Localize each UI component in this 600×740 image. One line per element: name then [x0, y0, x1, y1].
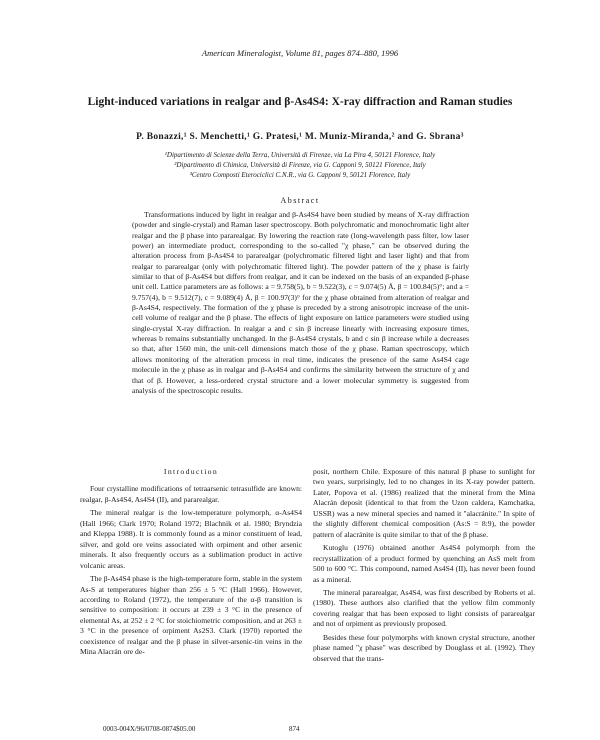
paragraph: The mineral realgar is the low-temperature polymorph, α-As4S4 (Hall 1966; Clark 1970; Roland 1972; Blachnik et al. 1980; Bryndzia and Kleppa 1988). It is commonly found as a minor constituent of lead, silver, and gold ore veins associated with orpiment and other arsenic minerals. It also frequently occurs as a sublimation product in active volcanic areas. [80, 508, 302, 570]
affiliations [80, 150, 520, 180]
paragraph: Kutoglu (1976) obtained another As4S4 polymorph from the recrystallization of a product formed by quenching an AsS melt from 500 to 600 °C. This compound, named As4S4 (II), has never been found as a mineral. [313, 543, 535, 584]
affiliation-3: ³Centro Composti Eterociclici C.N.R., via G. Capponi 9, 50121 Florence, Italy [189, 171, 411, 179]
paragraph: The β-As4S4 phase is the high-temperature form, stable in the system As-S at temperatures higher than 256 ± 5 °C (Hall 1966). However, according to Roland (1972), the temperature of the α-β transition is sensitive to composition: it occurs at 239 ± 3 °C in the presence of elemental As, at 252 ± 2 °C for stoichiometric composition, and at 263 ± 3 °C in the presence of orpiment As2S3. Clark (1970) reported the coexistence of realgar and the β phase in silver-arsenic-tin veins in the Mina Alacrán ore de- [80, 574, 303, 657]
paragraph: The mineral pararealgar, As4S4, was first described by Roberts et al. (1980). These authors also clarified that the yellow film commonly covering realgar that has been exposed to light consists of pararealgar and not of orpiment as previously proposed. [313, 587, 535, 629]
affiliation-2: ²Dipartimento di Chimica, Università di Firenze, via G. Capponi 9, 50121 Florence, Italy [174, 161, 426, 169]
introduction-heading: Introduction [163, 467, 219, 476]
affiliation-1: ¹Dipartimento di Scienze della Terra, Università di Firenze, via La Pira 4, 50121 Florence, Italy [164, 151, 436, 159]
paragraph: Four crystalline modifications of tetraarsenic tetrasulfide are known: realgar, β-As4S4, As4S4 (II), and pararealgar. [80, 484, 302, 504]
right-column [313, 467, 535, 667]
page-number: 874 [289, 725, 300, 733]
abstract-text: Transformations induced by light in realgar and β-As4S4 have been studied by means of X-ray diffraction (powder and single-crystal) and Raman laser spectroscopy. Both polychromatic and monochromatic light alter realgar and the β phase into pararealgar. By lowering the reaction rate (long-wavelength pass filter, low laser power) an intermediate product, corresponding to the so-called "χ phase," can be observed during the alteration process from β-As4S4 to pararealgar (polychromatic filtered light and laser light) and that from realgar to pararealgar (only with polychromatic filtered light). The powder pattern of the χ phase is fairly similar to that of β-As4S4 but differs from realgar, and it can be indexed on the basis of an expanded β-phase unit cell. Lattice parameters are as follows: a = 9.758(5), b = 9.522(3), c = 9.074(5) Å, β = 100.84(5)°; and a = 9.757(4), b = 9.512(7), c = 9.089(4) Å, β = 100.97(3)° for the χ phase obtained from alteration of realgar and β-As4S4, respectively. The formation of the χ phase is preceded by a strong anisotropic increase of the unit-cell volume of realgar and the β phase. The effects of light exposure on lattice parameters were studied using single-crystal X-ray diffraction. In realgar a and c sin β increase linearly with increasing exposure times, whereas b remains substantially unchanged. In the β-As4S4 crystals, b and c sin β increase while a decreases so that, after 1560 min, the unit-cell dimensions match those of the χ phase. Raman spectroscopy, which allows monitoring of the alteration process in real time, indicates the presence of the same As4S4 cage molecule in the χ phase as in realgar and β-As4S4 and confirms the similarity between the structure of χ and that of β. However, a less-ordered crystal structure and a lower molecular symmetry is suggested from analysis of the spectroscopic results. [132, 210, 469, 395]
paper-title: Light-induced variations in realgar and β-As4S4: X-ray diffraction and Raman studies [87, 96, 513, 108]
journal-header: American Mineralogist, Volume 81, pages 874–880, 1996 [201, 48, 399, 58]
paragraph: posit, northern Chile. Exposure of this natural β phase to sunlight for two years, surprisingly, led to no changes in its X-ray powder pattern. Later, Popova et al. (1986) realized that the mineral from the Mina Alacrán deposit (identical to that from the Uzon caldera, Kamchatka, USSR) was a new mineral species and named it "alacránite." In spite of the slightly different chemical composition (As:S = 8:9), the powder pattern of alacránite is quite similar to that of the β phase. [313, 467, 535, 539]
abstract-heading: Abstract [280, 196, 320, 205]
left-column [80, 467, 302, 661]
article-code: 0003-004X/96/0708-0874$05.00 [103, 725, 196, 733]
paragraph: Besides these four polymorphs with known crystal structure, another phase named "χ phase" was described by Douglass et al. (1992). They observed that the trans- [313, 632, 535, 663]
author-list: P. Bonazzi,¹ S. Menchetti,¹ G. Pratesi,¹ M. Muniz-Miranda,² and G. Sbrana³ [136, 132, 464, 142]
